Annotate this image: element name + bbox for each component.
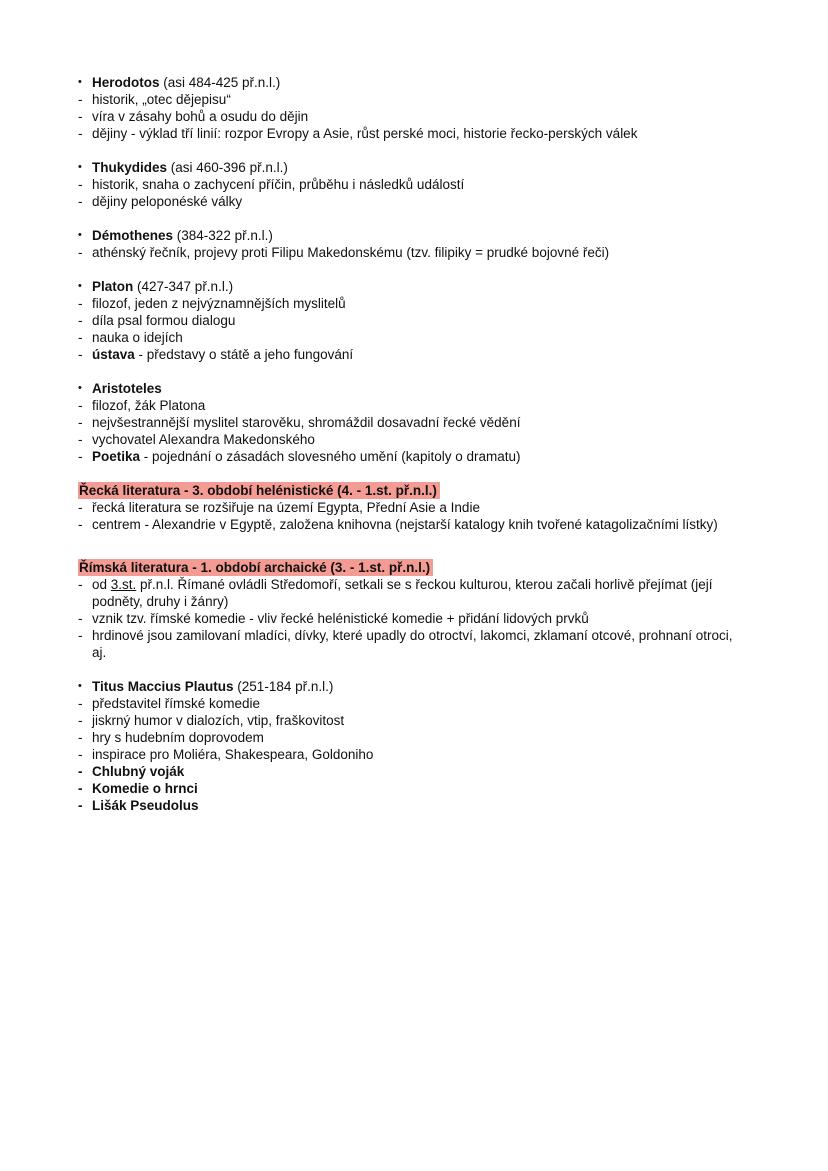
text-run: dějiny - výklad tří linií: rozpor Evropy a Asie, růst perské moci, historie řecko-perských válek [92, 126, 638, 141]
dash-marker: - [78, 398, 83, 413]
section-heading [78, 159, 744, 176]
dash-marker: - [78, 194, 83, 209]
list-item [78, 244, 744, 261]
text-run: (asi 484-425 př.n.l.) [159, 75, 281, 90]
list-item [78, 746, 744, 763]
text-run: historik, „otec dějepisu“ [92, 92, 231, 107]
item-text [92, 312, 744, 329]
item-text [92, 346, 744, 363]
highlight-text [78, 559, 433, 576]
dash-marker: - [78, 764, 83, 779]
item-text [92, 610, 744, 627]
text-run: Lišák Pseudolus [92, 798, 199, 813]
text-run: Aristoteles [92, 381, 162, 396]
text-run: Chlubný voják [92, 764, 185, 779]
item-text [92, 397, 744, 414]
item-text [92, 576, 744, 610]
section-heading [78, 380, 744, 397]
section [78, 678, 744, 814]
section [78, 559, 744, 661]
list-item [78, 797, 744, 814]
list-item [78, 695, 744, 712]
list-item [78, 346, 744, 363]
dash-marker: - [78, 109, 83, 124]
item-text [92, 414, 744, 431]
dash-marker: - [78, 177, 83, 192]
list-item [78, 780, 744, 797]
item-text [92, 746, 744, 763]
dash-marker: - [78, 313, 83, 328]
item-text [92, 448, 744, 465]
item-text [92, 244, 744, 261]
text-run: vznik tzv. římské komedie - vliv řecké helénistické komedie + přidání lidových prvků [92, 611, 589, 626]
heading-text [92, 227, 744, 244]
section [78, 278, 744, 363]
list-item [78, 448, 744, 465]
text-run: Herodotos [92, 75, 160, 90]
text-run: jiskrný humor v dialozích, vtip, fraškovitost [92, 713, 345, 728]
dash-marker: - [78, 517, 83, 532]
list-item [78, 627, 744, 661]
section-heading [78, 74, 744, 91]
text-run: nejvšestrannější myslitel starověku, shromáždil dosavadní řecké vědění [92, 415, 521, 430]
dash-marker: - [78, 798, 83, 813]
list-item [78, 431, 744, 448]
dash-marker: - [78, 449, 83, 464]
list-item [78, 516, 744, 533]
bullet-marker: • [78, 76, 82, 88]
dash-marker: - [78, 92, 83, 107]
highlight-heading [78, 482, 744, 499]
list-item [78, 499, 744, 516]
text-run: hrdinové jsou zamilovaní mladíci, dívky, které upadly do otroctví, lakomci, zklamaní otcové, prohnaní otroci, aj. [92, 628, 733, 660]
text-run: hry s hudebním doprovodem [92, 730, 264, 745]
list-item [78, 397, 744, 414]
text-run: Komedie o hrnci [92, 781, 198, 796]
list-item [78, 729, 744, 746]
dash-marker: - [78, 713, 83, 728]
item-text [92, 712, 744, 729]
heading-text [92, 278, 744, 295]
list-item [78, 295, 744, 312]
text-run: centrem - Alexandrie v Egyptě, založena knihovna (nejstarší katalogy knih tvořené katagolizačními lístky) [92, 517, 718, 532]
text-run: představitel římské komedie [92, 696, 261, 711]
list-item [78, 312, 744, 329]
highlight-text [78, 482, 440, 499]
text-run: Thukydides [92, 160, 168, 175]
section [78, 159, 744, 210]
item-text [92, 295, 744, 312]
text-run: Poetika [92, 449, 141, 464]
item-text [92, 193, 744, 210]
dash-marker: - [78, 730, 83, 745]
bullet-marker: • [78, 382, 82, 394]
item-text [92, 516, 744, 533]
dash-marker: - [78, 611, 83, 626]
text-run: - představy o státě a jeho fungování [134, 347, 354, 362]
heading-text [92, 159, 744, 176]
heading-text [92, 380, 744, 397]
text-run: filozof, žák Platona [92, 398, 206, 413]
item-text [92, 125, 744, 142]
list-item [78, 125, 744, 142]
dash-marker: - [78, 415, 83, 430]
text-run: (427-347 př.n.l.) [133, 279, 234, 294]
list-item [78, 176, 744, 193]
item-text [92, 695, 744, 712]
section [78, 482, 744, 533]
section-heading [78, 278, 744, 295]
dash-marker: - [78, 747, 83, 762]
item-text [92, 627, 744, 661]
item-text [92, 176, 744, 193]
item-text [92, 729, 744, 746]
text-run: Řecká literatura - 3. období helénistické (4. - 1.st. př.n.l.) [79, 483, 437, 498]
dash-marker: - [78, 432, 83, 447]
text-run: vychovatel Alexandra Makedonského [92, 432, 315, 447]
list-item [78, 610, 744, 627]
bullet-marker: • [78, 229, 82, 241]
section [78, 74, 744, 142]
text-run: př.n.l. Římané ovládli Středomoří, setkali se s řeckou kulturou, kterou začali horlivě přejímat (její podněty, druhy i žánry) [92, 577, 713, 609]
text-run: Římská literatura - 1. období archaické (3. - 1.st. př.n.l.) [79, 560, 431, 575]
heading-text [92, 74, 744, 91]
item-text [92, 91, 744, 108]
list-item [78, 763, 744, 780]
highlight-heading [78, 559, 744, 576]
list-item [78, 91, 744, 108]
heading-text [78, 482, 744, 499]
text-run: od [92, 577, 111, 592]
text-run: athénský řečník, projevy proti Filipu Makedonskému (tzv. filipiky = prudké bojovné řeči) [92, 245, 610, 260]
dash-marker: - [78, 696, 83, 711]
text-run: filozof, jeden z nejvýznamnějších myslitelů [92, 296, 346, 311]
section [78, 227, 744, 261]
text-run: Platon [92, 279, 134, 294]
text-run: řecká literatura se rozšiřuje na území Egypta, Přední Asie a Indie [92, 500, 480, 515]
heading-text [92, 678, 744, 695]
bullet-marker: • [78, 161, 82, 173]
text-run: inspirace pro Moliéra, Shakespeara, Goldoniho [92, 747, 374, 762]
dash-marker: - [78, 126, 83, 141]
text-run: (asi 460-396 př.n.l.) [167, 160, 288, 175]
dash-marker: - [78, 781, 83, 796]
item-text [92, 431, 744, 448]
list-item [78, 576, 744, 610]
list-item [78, 329, 744, 346]
text-run: - pojednání o zásadách slovesného umění (kapitoly o dramatu) [140, 449, 521, 464]
section [78, 380, 744, 465]
bullet-marker: • [78, 280, 82, 292]
text-run: historik, snaha o zachycení příčin, průběhu i následků událostí [92, 177, 465, 192]
dash-marker: - [78, 245, 83, 260]
item-text [92, 329, 744, 346]
dash-marker: - [78, 296, 83, 311]
section-heading [78, 678, 744, 695]
text-run: Titus Maccius Plautus [92, 679, 234, 694]
item-text [92, 780, 744, 797]
text-run: díla psal formou dialogu [92, 313, 236, 328]
item-text [92, 797, 744, 814]
text-run: ústava [92, 347, 135, 362]
text-run: (384-322 př.n.l.) [173, 228, 273, 243]
heading-text [78, 559, 744, 576]
bullet-marker: • [78, 680, 82, 692]
text-run: dějiny peloponéské války [92, 194, 243, 209]
item-text [92, 763, 744, 780]
text-run: nauka o idejích [92, 330, 183, 345]
list-item [78, 193, 744, 210]
list-item [78, 712, 744, 729]
list-item [78, 414, 744, 431]
list-item [78, 108, 744, 125]
dash-marker: - [78, 577, 83, 592]
dash-marker: - [78, 628, 83, 643]
text-run: 3.st. [110, 577, 137, 592]
text-run: víra v zásahy bohů a osudu do dějin [92, 109, 309, 124]
text-run: Démothenes [92, 228, 174, 243]
text-run: (251-184 př.n.l.) [233, 679, 334, 694]
dash-marker: - [78, 347, 83, 362]
dash-marker: - [78, 500, 83, 515]
dash-marker: - [78, 330, 83, 345]
section-heading [78, 227, 744, 244]
item-text [92, 499, 744, 516]
item-text [92, 108, 744, 125]
